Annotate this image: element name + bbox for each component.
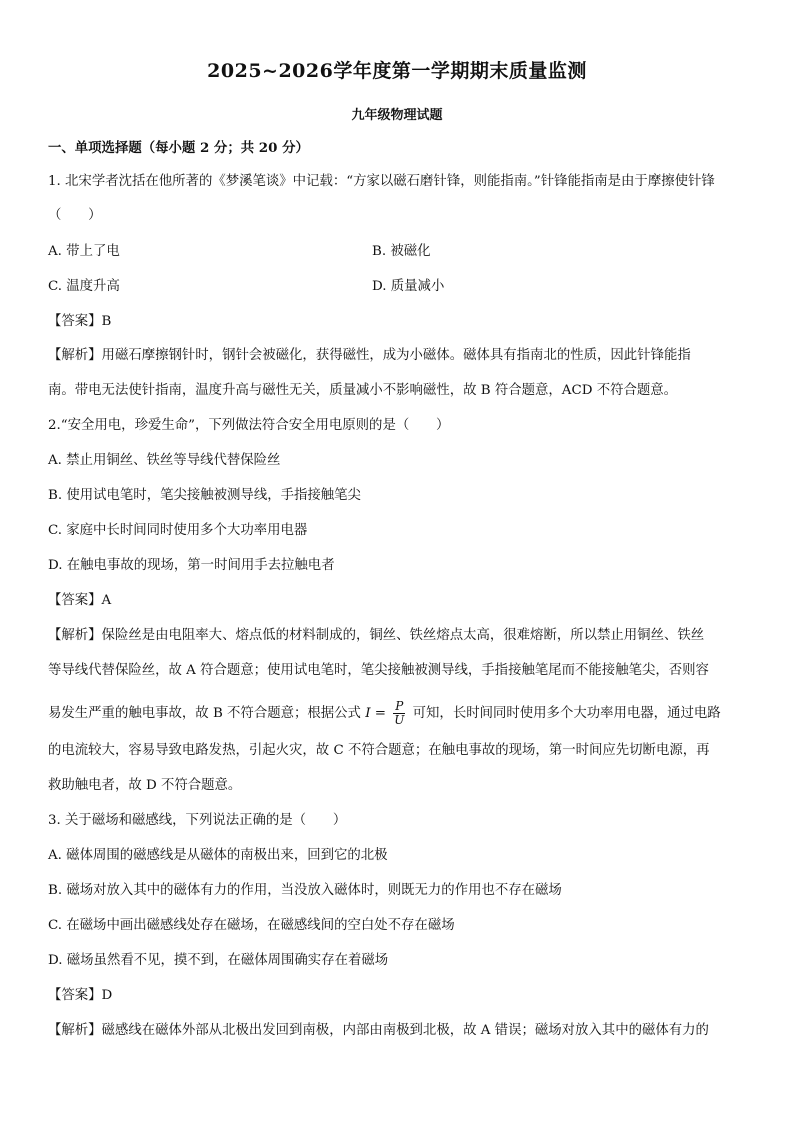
q2-stem: 2.“安全用电，珍爱生命”，下列做法符合安全用电原则的是（ ） xyxy=(48,418,450,433)
q2-answer: 【答案】A xyxy=(48,593,112,608)
q1-option-a: A. 带上了电 xyxy=(48,244,120,259)
q1-option-c: C. 温度升高 xyxy=(48,279,120,294)
q2-option-c: C. 家庭中长时间同时使用多个大功率用电器 xyxy=(48,523,308,538)
exam-title: 2025~2026学年度第一学期期末质量监测 xyxy=(207,60,587,82)
q1-option-b: B. 被磁化 xyxy=(372,244,431,259)
q1-stem-line2: （ ） xyxy=(48,208,102,223)
formula-fraction xyxy=(392,700,406,727)
q3-option-b: B. 磁场对放入其中的磁体有力的作用，当没放入磁体时，则既无力的作用也不存在磁场 xyxy=(48,883,562,898)
q1-stem-line1: 1. 北宋学者沈括在他所著的《梦溪笔谈》中记载：“方家以磁石磨针锋，则能指南。”针锋能指南是由于摩擦使针锋 xyxy=(48,174,715,189)
q1-answer: 【答案】B xyxy=(48,314,112,329)
q3-option-a: A. 磁体周围的磁感线是从磁体的南极出来，回到它的北极 xyxy=(48,848,388,863)
q1-analysis-line2: 南。带电无法使针指南，温度升高与磁性无关，质量减小不影响磁性，故 B 符合题意，ACD 不符合题意。 xyxy=(48,383,678,398)
q2-analysis-line3-post: 可知，长时间同时使用多个大功率用电器，通过电路 xyxy=(412,706,721,721)
exam-subtitle: 九年级物理试题 xyxy=(351,108,443,123)
q1-analysis-line1: 【解析】用磁石摩擦钢针时，钢针会被磁化，获得磁性，成为小磁体。磁体具有指南北的性质，因此针锋能指 xyxy=(48,348,691,363)
q2-analysis-line3-pre: 易发生严重的触电事故，故 B 不符合题意；根据公式 xyxy=(48,706,361,721)
q2-analysis-line5: 救助触电者，故 D 不符合题意。 xyxy=(48,778,242,793)
q3-stem: 3. 关于磁场和磁感线，下列说法正确的是（ ） xyxy=(48,813,347,828)
formula-lhs: I = xyxy=(365,706,386,721)
formula-denominator: U xyxy=(394,713,405,727)
q2-option-b: B. 使用试电笔时，笔尖接触被测导线，手指接触笔尖 xyxy=(48,488,361,503)
q3-option-c: C. 在磁场中画出磁感线处存在磁场，在磁感线间的空白处不存在磁场 xyxy=(48,918,455,933)
q2-analysis-line1: 【解析】保险丝是由电阻率大、熔点低的材料制成的，铜丝、铁丝熔点太高，很难熔断，所以禁止用铜丝、铁丝 xyxy=(48,628,705,643)
q2-analysis-line2: 等导线代替保险丝，故 A 符合题意；使用试电笔时，笔尖接触被测导线，手指接触笔尾而不能接触笔尖，否则容 xyxy=(48,663,709,678)
q3-analysis-line1: 【解析】磁感线在磁体外部从北极出发回到南极，内部由南极到北极，故 A 错误；磁场对放入其中的磁体有力的 xyxy=(48,1023,709,1038)
q3-option-d: D. 磁场虽然看不见，摸不到，在磁体周围确实存在着磁场 xyxy=(48,953,389,968)
q3-answer: 【答案】D xyxy=(48,988,113,1003)
q2-analysis-line4: 的电流较大，容易导致电路发热，引起火灾，故 C 不符合题意；在触电事故的现场，第一时间应先切断电源，再 xyxy=(48,743,710,758)
q2-option-a: A. 禁止用铜丝、铁丝等导线代替保险丝 xyxy=(48,453,281,468)
q2-analysis-line3 xyxy=(48,700,748,727)
q1-option-d: D. 质量减小 xyxy=(372,279,445,294)
section-heading: 一、单项选择题（每小题 2 分；共 20 分） xyxy=(48,140,309,156)
q2-option-d: D. 在触电事故的现场，第一时间用手去拉触电者 xyxy=(48,558,335,573)
formula-numerator: P xyxy=(395,699,404,713)
